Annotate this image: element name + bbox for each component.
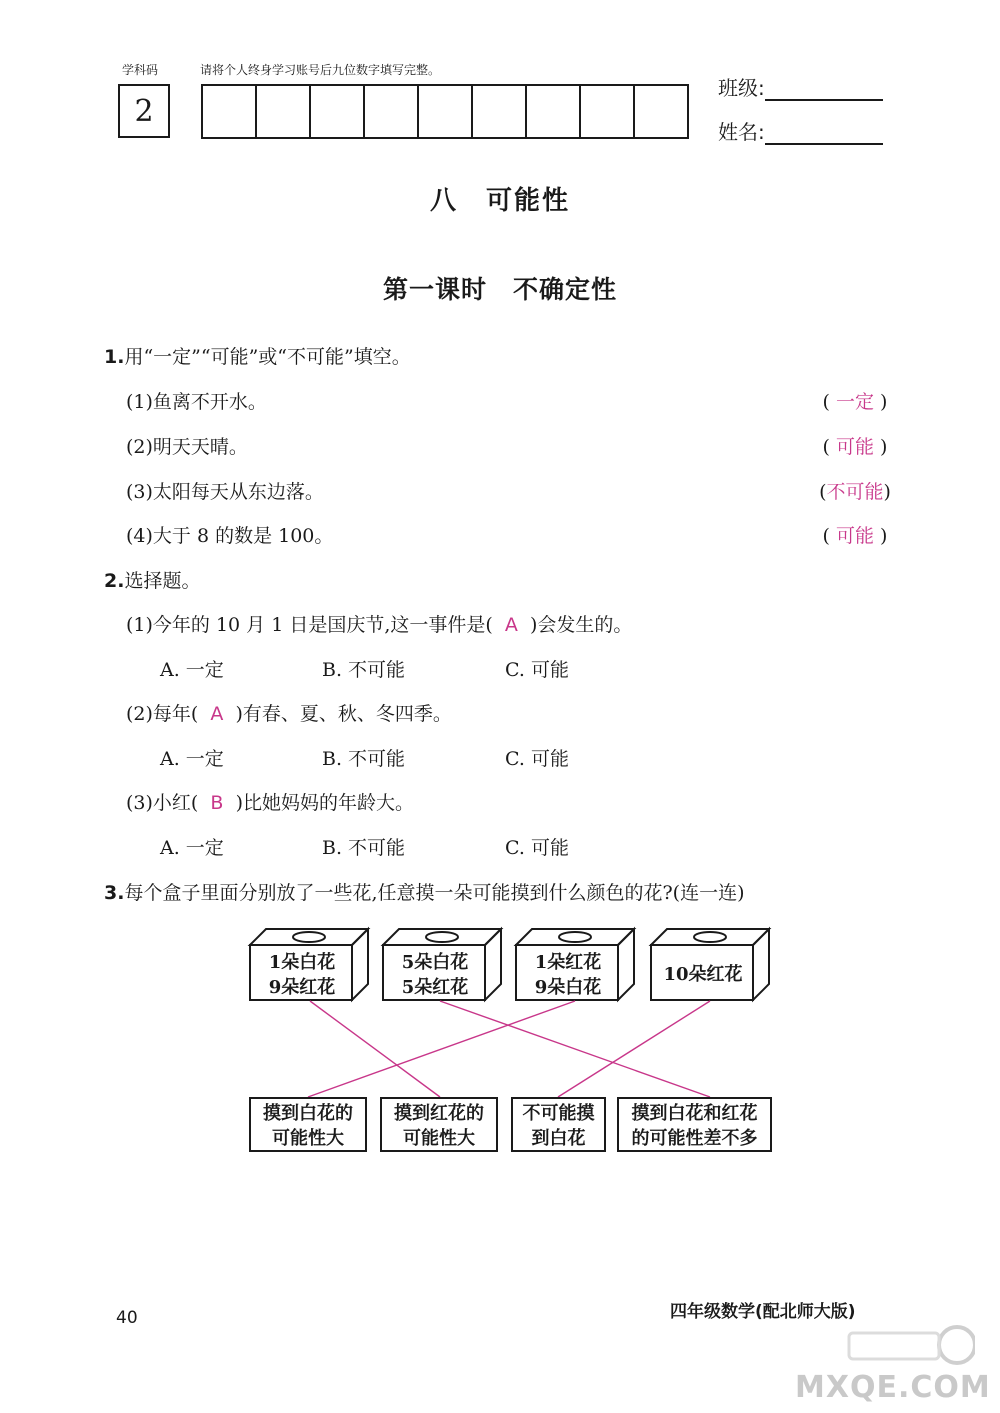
watermark-text: MXQE.COM	[795, 1370, 991, 1405]
box-2-side	[485, 929, 501, 1000]
box-3-side	[618, 929, 634, 1000]
class-label: 班级:	[718, 76, 765, 100]
connection-line-3	[308, 1001, 575, 1097]
box-3-hole	[559, 932, 591, 942]
q2-item-3: (3)小红( B )比她妈妈的年龄大。	[126, 792, 414, 814]
name-label: 姓名:	[718, 120, 765, 144]
watermark-logo-icon	[845, 1325, 975, 1365]
q2-option-3a[interactable]: A. 一定	[160, 837, 224, 859]
q2-number: 2.	[104, 570, 125, 592]
connection-line-1	[310, 1001, 440, 1097]
subject-code-label: 学科码	[122, 63, 159, 77]
box-4-hole	[694, 932, 726, 942]
connection-line-2	[440, 1001, 710, 1097]
box-2-label: 5朵白花 5朵红花	[401, 952, 469, 998]
q1-item-4: (4)大于 8 的数是 100。	[126, 525, 334, 547]
q2-answer-2[interactable]: A	[210, 703, 224, 725]
q3-text: 每个盒子里面分别放了一些花,任意摸一朵可能摸到什么颜色的花?(连一连)	[124, 882, 745, 904]
q2-option-3b[interactable]: B. 不可能	[322, 837, 406, 859]
result-box-2[interactable]: 摸到红花的 可能性大	[380, 1097, 498, 1152]
q1-answer-3[interactable]: (不可能)	[819, 481, 891, 503]
book-title: 四年级数学(配北师大版)	[670, 1302, 856, 1322]
q2-option-2c[interactable]: C. 可能	[505, 748, 569, 770]
box-2-hole	[426, 932, 458, 942]
q1-item-2: (2)明天天晴。	[126, 436, 248, 458]
box-1-side	[352, 929, 368, 1000]
q2-option-2b[interactable]: B. 不可能	[322, 748, 406, 770]
account-instruction: 请将个人终身学习账号后九位数字填写完整。	[200, 63, 441, 77]
q2-text: 选择题。	[124, 570, 201, 592]
connection-line-4	[558, 1001, 710, 1097]
q2-item-2: (2)每年( A )有春、夏、秋、冬四季。	[126, 703, 452, 725]
subject-code-value: 2	[134, 93, 154, 129]
q2-option-1c[interactable]: C. 可能	[505, 659, 569, 681]
q2-option-1a[interactable]: A. 一定	[160, 659, 224, 681]
lesson-title: 第一课时 不确定性	[382, 275, 617, 304]
result-box-3[interactable]: 不可能摸 到白花	[511, 1097, 606, 1152]
page-number: 40	[116, 1308, 138, 1328]
q1-answer-2[interactable]: ( 可能 )	[822, 436, 888, 458]
q1-number: 1.	[104, 346, 125, 368]
q2-option-3c[interactable]: C. 可能	[505, 837, 569, 859]
q3-number: 3.	[104, 882, 125, 904]
box-4-side	[753, 929, 769, 1000]
box-4-label: 10朵红花	[663, 964, 743, 985]
q1-item-3: (3)太阳每天从东边落。	[126, 481, 324, 503]
result-box-4[interactable]: 摸到白花和红花 的可能性差不多	[617, 1097, 772, 1152]
q1-item-1: (1)鱼离不开水。	[126, 391, 267, 413]
chapter-title: 八 可能性	[429, 186, 570, 216]
q2-option-2a[interactable]: A. 一定	[160, 748, 224, 770]
result-box-1[interactable]: 摸到白花的 可能性大	[249, 1097, 367, 1152]
q1-text: 用“一定”“可能”或“不可能”填空。	[124, 346, 411, 368]
q2-answer-1[interactable]: A	[504, 614, 518, 636]
q2-answer-3[interactable]: B	[210, 792, 224, 814]
q2-item-1: (1)今年的 10 月 1 日是国庆节,这一事件是( A )会发生的。	[126, 614, 633, 636]
box-1-hole	[293, 932, 325, 942]
q2-option-1b[interactable]: B. 不可能	[322, 659, 406, 681]
box-3-label: 1朵红花 9朵白花	[534, 952, 602, 998]
q1-answer-1[interactable]: ( 一定 )	[822, 391, 888, 413]
box-1-label: 1朵白花 9朵红花	[268, 952, 336, 998]
q1-answer-4[interactable]: ( 可能 )	[822, 525, 888, 547]
